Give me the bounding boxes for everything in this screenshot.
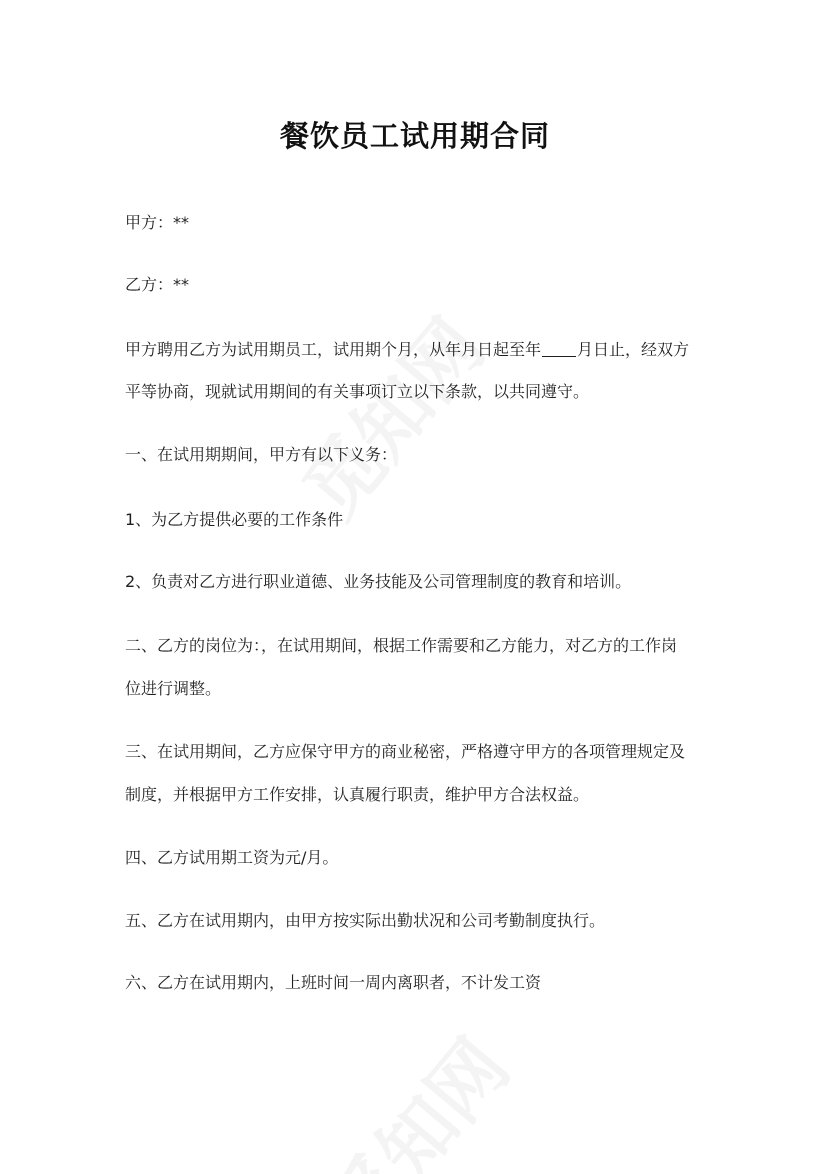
section-6: 六、乙方在试用期内，上班时间一周内离职者，不计发工资 <box>125 973 542 992</box>
section-1-heading: 一、在试用期期间，甲方有以下义务： <box>125 445 398 464</box>
watermark <box>299 1012 529 1174</box>
section-3-line-1: 三、在试用期间，乙方应保守甲方的商业秘密，严格遵守甲方的各项管理规定及 <box>125 742 686 761</box>
section-2-line-1: 二、乙方的岗位为：，在试用期间，根据工作需要和乙方能力，对乙方的工作岗 <box>125 636 678 655</box>
intro-text-end: 月日止，经双方 <box>577 340 690 359</box>
party-b-line: 乙方：** <box>125 275 190 294</box>
intro-paragraph-line-2: 平等协商，现就试用期间的有关事项订立以下条款，以共同遵守。 <box>125 382 590 401</box>
section-3-line-2: 制度，并根据甲方工作安排，认真履行职责，维护甲方合法权益。 <box>125 785 590 804</box>
fill-in-blank <box>542 340 576 357</box>
section-1-item-1: 1、为乙方提供必要的工作条件 <box>125 510 344 529</box>
section-4: 四、乙方试用期工资为元/月。 <box>125 848 339 867</box>
contract-title: 餐饮员工试用期合同 <box>279 119 550 153</box>
section-1-item-2: 2、负责对乙方进行职业道德、业务技能及公司管理制度的教育和培训。 <box>125 572 632 591</box>
intro-paragraph-line-1 <box>125 338 715 362</box>
section-5: 五、乙方在试用期内，由甲方按实际出勤状况和公司考勤制度执行。 <box>125 911 606 930</box>
section-2-line-2: 位进行调整。 <box>125 679 222 698</box>
watermark <box>274 292 504 537</box>
party-a-line: 甲方：** <box>125 213 190 232</box>
intro-text-start: 甲方聘用乙方为试用期员工，试用期个月，从年月日起至年 <box>125 340 542 359</box>
